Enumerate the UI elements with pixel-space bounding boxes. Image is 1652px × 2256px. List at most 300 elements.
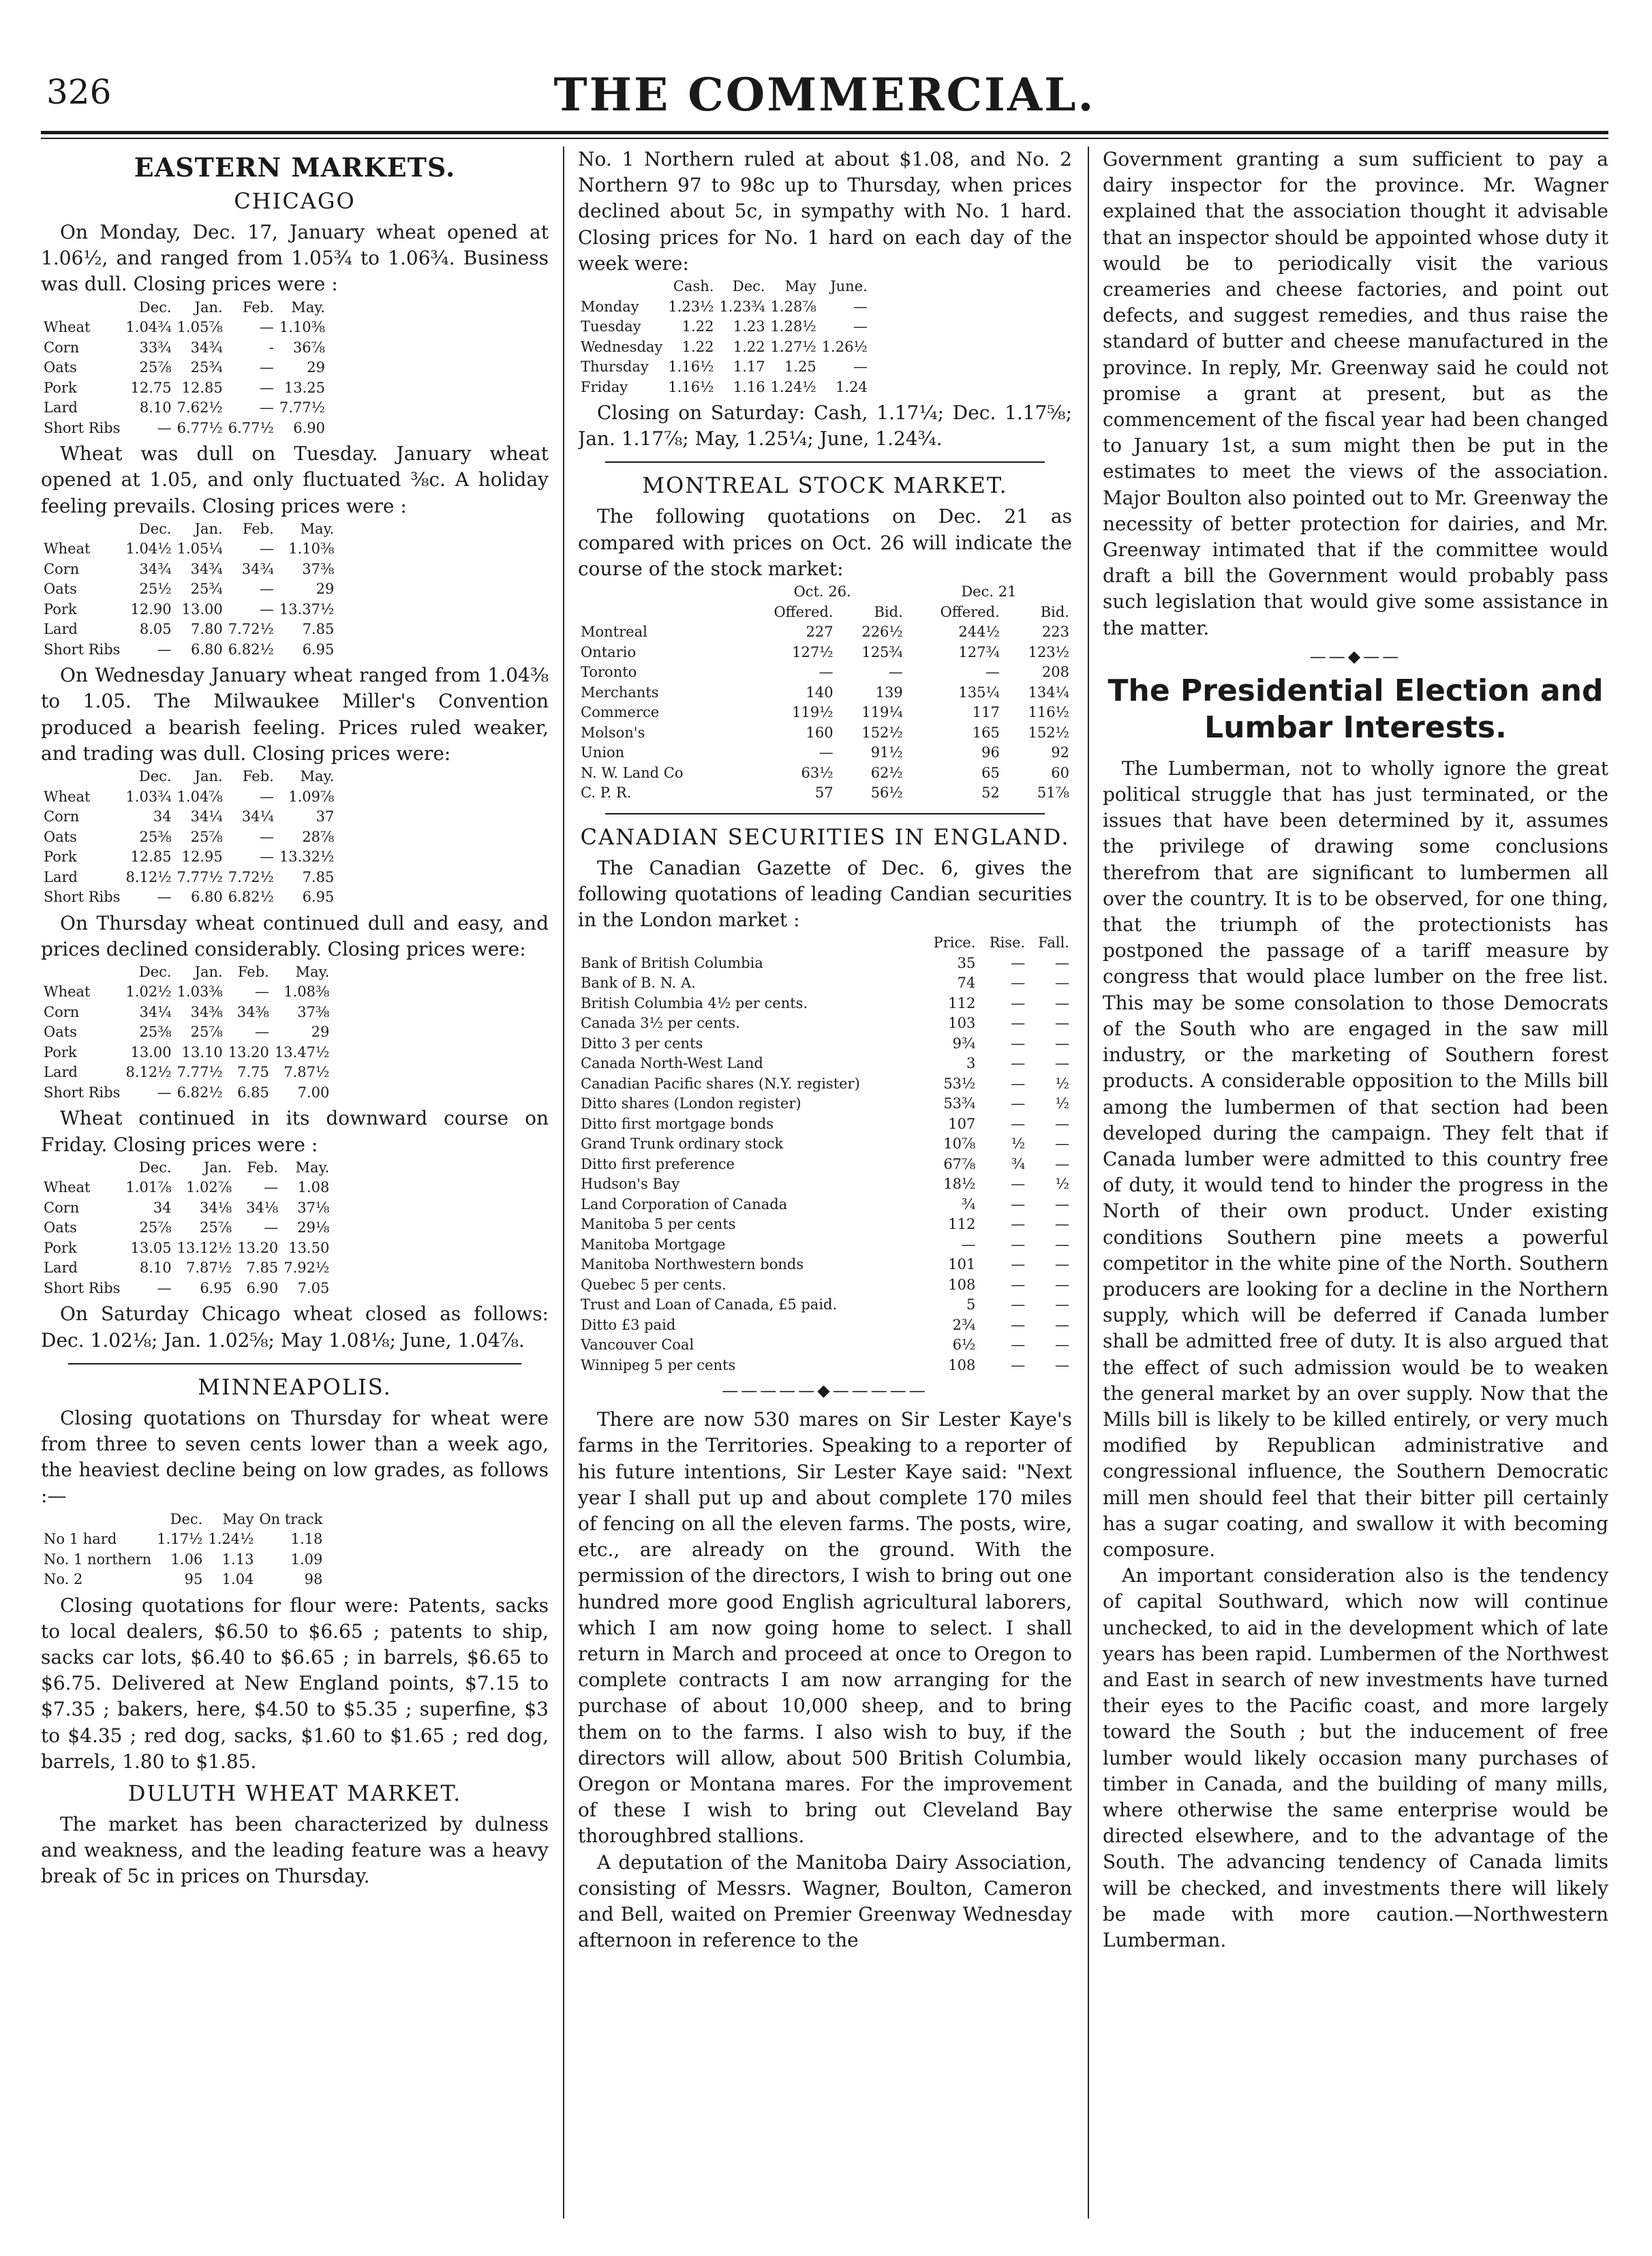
paragraph: On Saturday Chicago wheat closed as follows: Dec. 1.02⅛; Jan. 1.02⅝; May 1.08⅛; June, 1.04⅞. xyxy=(41,1302,549,1352)
table-cell: 1.16 xyxy=(733,378,765,395)
row-label: Oats xyxy=(44,1024,77,1041)
table-row xyxy=(41,640,337,660)
column-3 xyxy=(1103,147,1608,2225)
table-cell: — xyxy=(1055,1216,1069,1233)
table-cell: — xyxy=(1011,1276,1026,1293)
table-cell: — xyxy=(1055,1015,1069,1032)
table-cell: 13.00 xyxy=(181,600,223,618)
table-cell: 8.10 xyxy=(139,399,172,416)
table-cell: 103 xyxy=(948,1015,976,1032)
row-label: Ditto £3 paid xyxy=(581,1316,676,1333)
table-cell: 1.05¼ xyxy=(177,540,223,558)
paragraph: Wheat continued in its downward course on Friday. Closing prices were : xyxy=(41,1107,549,1156)
table-cell: 123½ xyxy=(1028,643,1069,660)
table-cell: — xyxy=(1011,1236,1026,1253)
table-cell: 92 xyxy=(1051,744,1069,761)
row-label: Short Ribs xyxy=(44,1084,121,1101)
table-cell: 6.82½ xyxy=(228,889,274,906)
price-table xyxy=(578,277,870,397)
table-row xyxy=(41,600,337,620)
paragraph: No. 1 Northern ruled at about $1.08, and No. 2 Northern 97 to 98c up to Thursday, when prices declined about 5c, in sympathy with No. 1 hard. Closing prices for No. 1 hard on each day of the week were: xyxy=(578,148,1072,275)
table-cell: — xyxy=(254,984,269,1001)
table-cell: 12.90 xyxy=(130,600,172,618)
table-cell: 34⅜ xyxy=(236,1003,269,1020)
row-label: Winnipeg 5 per cents xyxy=(581,1356,736,1373)
table-cell: 208 xyxy=(1041,664,1069,681)
table-cell: 1.17 xyxy=(733,359,765,376)
table-cell: 34 xyxy=(153,808,172,825)
table-cell: 1.28⅞ xyxy=(770,298,816,315)
table-row xyxy=(578,337,870,358)
table-group-header xyxy=(578,582,1072,603)
table-cell: 1.02⅞ xyxy=(185,1179,232,1196)
table-cell: 25⅜ xyxy=(139,828,172,845)
table-cell: 1.18 xyxy=(290,1531,323,1548)
table-cell: — xyxy=(259,359,274,376)
table-row xyxy=(578,378,870,398)
price-table xyxy=(41,519,337,660)
table-cell: 29⅛ xyxy=(297,1219,330,1236)
row-label: Wednesday xyxy=(581,338,663,355)
table-row xyxy=(578,297,870,318)
table-row xyxy=(41,1178,332,1198)
column-header: Jan. xyxy=(194,768,223,785)
table-cell: — xyxy=(1055,954,1069,971)
table-cell: 7.87½ xyxy=(284,1064,330,1081)
table-cell: 1.13 xyxy=(221,1551,254,1568)
table-cell: 5 xyxy=(966,1296,976,1313)
table-cell: 13.32½ xyxy=(279,849,335,866)
table-cell: 25⅞ xyxy=(200,1219,232,1236)
row-label: Short Ribs xyxy=(44,419,121,436)
table-cell: 7.77½ xyxy=(177,1064,223,1081)
table-cell: — xyxy=(1011,1216,1026,1233)
table-cell: — xyxy=(853,298,868,315)
table-row xyxy=(578,1013,1072,1034)
table-cell: — xyxy=(259,788,274,805)
header-rule xyxy=(41,131,1608,134)
table-cell: 7.77½ xyxy=(279,399,325,416)
table-header-row xyxy=(41,962,332,983)
table-cell: — xyxy=(1055,1055,1069,1072)
table-row xyxy=(578,723,1072,744)
table-cell: 1.04 xyxy=(221,1571,254,1588)
column-header: Dec. xyxy=(138,768,172,785)
table-cell: 7.72½ xyxy=(228,621,274,638)
table-cell: 1.10⅜ xyxy=(279,319,325,336)
table-cell: 10⅞ xyxy=(943,1135,976,1153)
table-cell: 112 xyxy=(948,994,976,1011)
table-row xyxy=(578,1235,1072,1255)
section-rule xyxy=(605,461,1045,463)
subsection-title: CANADIAN SECURITIES IN ENGLAND. xyxy=(580,823,1070,850)
row-label: Tuesday xyxy=(581,318,641,335)
table-cell: 12.75 xyxy=(130,379,172,396)
table-row xyxy=(41,338,328,359)
table-cell: — xyxy=(1011,1296,1026,1313)
table-cell: 108 xyxy=(948,1356,976,1373)
column-header: Offered. xyxy=(774,603,833,620)
table-cell: 25¾ xyxy=(190,359,223,376)
column-header: Dec. xyxy=(138,299,172,316)
table-cell: — xyxy=(1011,1176,1026,1193)
table-cell: 13.25 xyxy=(284,379,325,396)
table-cell: 13.10 xyxy=(181,1043,223,1061)
table-row xyxy=(41,807,337,827)
column-header: Rise. xyxy=(989,934,1026,951)
table-cell: 13.20 xyxy=(228,1043,269,1061)
row-label: Ontario xyxy=(581,643,637,660)
table-cell: — xyxy=(1055,1195,1069,1213)
table-cell: ½ xyxy=(1055,1176,1069,1193)
table-row xyxy=(578,1134,1072,1155)
row-label: Wheat xyxy=(44,788,91,805)
table-cell: 112 xyxy=(948,1216,976,1233)
table-row xyxy=(41,1570,325,1590)
table-cell: ½ xyxy=(1055,1075,1069,1092)
table-cell: 1.16½ xyxy=(668,378,714,395)
securities-table xyxy=(578,933,1072,1375)
table-cell: 1.24½ xyxy=(208,1531,254,1548)
table-cell: 36⅞ xyxy=(292,339,325,356)
table-row xyxy=(41,318,328,338)
table-cell: 33¾ xyxy=(139,339,172,356)
table-cell: 34¾ xyxy=(241,560,274,577)
table-row xyxy=(41,579,337,600)
paragraph: Wheat was dull on Tuesday. January wheat opened at 1.05, and only fluctuated ⅜c. A holiday feeling prevails. Closing prices were : xyxy=(41,442,549,517)
table-cell: 6.95 xyxy=(200,1279,232,1296)
row-label: Manitoba Mortgage xyxy=(581,1236,726,1253)
table-cell: 244½ xyxy=(958,624,1000,641)
row-label: Oats xyxy=(44,581,77,598)
table-row xyxy=(578,1034,1072,1054)
table-row xyxy=(578,1335,1072,1356)
column-2 xyxy=(578,147,1072,2225)
row-label: Short Ribs xyxy=(44,1279,121,1296)
price-table xyxy=(41,767,337,908)
table-cell: 34¼ xyxy=(241,808,274,825)
table-cell: — xyxy=(157,419,172,436)
table-cell: 152½ xyxy=(861,724,903,741)
table-row xyxy=(578,1155,1072,1175)
table-cell: 13.20 xyxy=(237,1239,279,1256)
table-cell: 91½ xyxy=(870,744,903,761)
row-label: Lard xyxy=(44,868,78,885)
table-cell: - xyxy=(269,339,274,356)
table-cell: 67⅞ xyxy=(943,1155,976,1172)
table-header-row xyxy=(578,277,870,297)
row-label: Short Ribs xyxy=(44,889,121,906)
table-cell: 13.50 xyxy=(288,1239,330,1256)
table-cell: — xyxy=(1011,1115,1026,1132)
row-label: Lard xyxy=(44,1260,78,1277)
row-label: Lard xyxy=(44,399,78,416)
table-cell: 35 xyxy=(957,954,976,971)
subsection-title: CHICAGO xyxy=(234,188,356,214)
paragraph: An important consideration also is the tendency of capital Southward, which now will continue unchecked, to aid in the development which of late years has been rapid. Lumbermen of the Northwest and East in search of new investments have turned their eyes to the Pacific coast, and more largely toward the South ; but the inducement of free lumber would likely occasion many purchases of timber in Canada, and the building of many mills, where otherwise the same enterprise would be directed elsewhere, and to the advantage of the South. The advancing tendency of Canada limits will be checked, and investments there will likely be made with more caution.—Northwestern Lumberman. xyxy=(1103,1564,1608,1951)
table-cell: — xyxy=(1055,994,1069,1011)
paragraph: Closing on Saturday: Cash, 1.17¼; Dec. 1.17⅝; Jan. 1.17⅞; May, 1.25¼; June, 1.24¾. xyxy=(578,401,1072,451)
column-header: Offered. xyxy=(940,603,1000,620)
column-header: Bid. xyxy=(1040,603,1069,620)
table-row xyxy=(578,743,1072,763)
column-header: Jan. xyxy=(194,520,223,537)
table-row xyxy=(41,378,328,399)
table-cell: 7.75 xyxy=(237,1064,269,1081)
table-cell: 6.82½ xyxy=(177,1084,223,1101)
table-cell: — xyxy=(259,600,274,618)
column-header: Fall. xyxy=(1038,934,1069,951)
table-cell: 127¾ xyxy=(958,643,1000,660)
column-header: Feb. xyxy=(242,299,274,316)
table-cell: 1.16½ xyxy=(668,359,714,376)
table-cell: 107 xyxy=(948,1115,976,1132)
row-label: Bank of B. N. A. xyxy=(581,975,696,992)
row-label: Wheat xyxy=(44,540,91,558)
table-cell: ½ xyxy=(1011,1135,1026,1153)
table-cell: 1.08⅜ xyxy=(284,984,330,1001)
table-cell: — xyxy=(259,828,274,845)
table-row xyxy=(41,1022,332,1043)
table-row xyxy=(578,1114,1072,1135)
table-row xyxy=(578,643,1072,663)
table-row xyxy=(41,1279,332,1299)
column-header xyxy=(578,603,739,623)
table-row xyxy=(41,358,328,378)
table-cell: 1.03¾ xyxy=(125,788,172,805)
table-cell: 12.85 xyxy=(130,849,172,866)
table-cell: — xyxy=(819,664,833,681)
row-label: Bank of British Columbia xyxy=(581,954,763,971)
table-cell: 62½ xyxy=(870,764,903,781)
row-label: Lard xyxy=(44,621,78,638)
column-header xyxy=(41,519,123,540)
table-header-row xyxy=(41,1158,332,1178)
table-row xyxy=(578,1094,1072,1114)
column-header: Feb. xyxy=(237,963,269,980)
row-label: Corn xyxy=(44,1199,80,1216)
table-row xyxy=(578,1275,1072,1296)
section-rule xyxy=(605,813,1045,814)
article-title: The Presidential Election and Lumbar Interests. xyxy=(1107,673,1604,745)
table-cell: 18½ xyxy=(943,1176,976,1193)
table-cell: 13.00 xyxy=(130,1043,172,1061)
table-header-row xyxy=(41,519,337,540)
table-cell: 28⅞ xyxy=(302,828,335,845)
table-cell: 108 xyxy=(948,1276,976,1293)
paragraph: Closing quotations for flour were: Patents, sacks to local dealers, $6.50 to $6.65 ; patents to ship, sacks car lots, $6.40 to $6.65 ; in barrels, $6.65 to $6.75. Delivered at New England points, $7.15 to $7.35 ; bakers, here, $4.50 to $5.35 ; superfine, $3 to $4.35 ; red dog, sacks, $1.60 to $1.65 ; red dog, barrels, 1.80 to $1.85. xyxy=(41,1594,549,1773)
row-label: Ditto first mortgage bonds xyxy=(581,1115,774,1132)
row-label: Canadian Pacific shares (N.Y. register) xyxy=(581,1075,860,1092)
row-label: Corn xyxy=(44,1003,80,1020)
column-header: Dec. xyxy=(138,963,172,980)
table-cell: 134¼ xyxy=(1028,684,1069,701)
row-label: Ditto 3 per cents xyxy=(581,1035,703,1052)
table-cell: 1.09 xyxy=(290,1551,323,1568)
column-header: May. xyxy=(295,1159,330,1176)
column-header: Dec. xyxy=(138,1159,172,1176)
column-header: Jan. xyxy=(194,299,223,316)
table-cell: 74 xyxy=(957,975,976,992)
table-cell: — xyxy=(1055,1115,1069,1132)
table-row xyxy=(41,847,337,868)
table-cell: — xyxy=(1011,1316,1026,1333)
row-label: Merchants xyxy=(581,684,659,701)
column-header: May. xyxy=(300,768,335,785)
table-cell: 34¼ xyxy=(190,808,223,825)
row-label: Ditto shares (London register) xyxy=(581,1095,801,1112)
table-cell: 12.95 xyxy=(181,849,223,866)
table-cell: — xyxy=(1055,1337,1069,1354)
table-cell: 6.95 xyxy=(302,641,335,658)
table-cell: — xyxy=(1055,1135,1069,1153)
column-header: May xyxy=(222,1510,254,1527)
table-cell: 7.72½ xyxy=(228,868,274,885)
row-label: Pork xyxy=(44,849,77,866)
table-cell: — xyxy=(1011,1337,1026,1354)
paragraph: Government granting a sum sufficient to pay a dairy inspector for the province. Mr. Wagner explained that the association thought it advisable that an inspector should be appointed whose duty it would be to periodically visit the various creameries and cheese factories, and point out defects, and suggest remedies, and thus raise the standard of butter and cheese manufactured in the province. In reply, Mr. Greenway said he could not promise a grant at present, but as the commencement of the fiscal year had been changed to January 1st, a sum might then be put in the estimates to meet the views of the association. Major Boulton also pointed out to Mr. Greenway the necessity of better protection for dairies, and Mr. Greenway intimated that if the committee would draft a bill the Government would probably pass such legislation that would give some assistance in the matter. xyxy=(1103,148,1608,639)
row-label: Oats xyxy=(44,359,77,376)
row-label: N. W. Land Co xyxy=(581,764,684,781)
table-cell: 13.05 xyxy=(130,1239,172,1256)
row-label: Short Ribs xyxy=(44,641,121,658)
group-header: Dec. 21 xyxy=(961,583,1017,600)
table-cell: 6.82½ xyxy=(228,641,274,658)
table-cell: 60 xyxy=(1051,764,1069,781)
row-label: No 1 hard xyxy=(44,1531,117,1548)
table-row xyxy=(578,954,1072,974)
table-cell: 7.85 xyxy=(302,621,335,638)
table-cell: 6.85 xyxy=(237,1084,269,1101)
table-row xyxy=(578,783,1072,804)
table-row xyxy=(41,1063,332,1083)
table-cell: — xyxy=(1055,1276,1069,1293)
price-table xyxy=(41,1158,332,1299)
table-cell: 8.10 xyxy=(139,1260,172,1277)
row-label: Corn xyxy=(44,560,80,577)
table-row xyxy=(41,1238,332,1259)
table-cell: 1.02½ xyxy=(125,984,172,1001)
table-cell: — xyxy=(1011,1356,1026,1373)
column-header xyxy=(41,1158,123,1178)
table-cell: 7.87½ xyxy=(185,1260,232,1277)
table-cell: — xyxy=(264,1179,279,1196)
table-cell: 25⅜ xyxy=(139,1024,172,1041)
table-row xyxy=(41,1043,332,1063)
table-cell: 7.05 xyxy=(297,1279,330,1296)
table-cell: 226½ xyxy=(861,624,903,641)
table-cell: 25⅞ xyxy=(139,359,172,376)
column-header: May. xyxy=(300,520,335,537)
table-cell: 1.22 xyxy=(733,338,765,355)
table-cell: 37⅛ xyxy=(297,1199,330,1216)
table-cell: — xyxy=(1055,1155,1069,1172)
table-cell: 6½ xyxy=(952,1337,976,1354)
table-cell: — xyxy=(157,1279,172,1296)
table-row xyxy=(578,683,1072,703)
row-label: Hudson's Bay xyxy=(581,1176,680,1193)
table-cell: 119¼ xyxy=(861,704,903,721)
table-cell: ¾ xyxy=(1011,1155,1026,1172)
table-cell: 51⅞ xyxy=(1037,784,1069,802)
table-cell: 1.23½ xyxy=(668,298,714,315)
table-cell: 1.26½ xyxy=(821,338,868,355)
table-cell: 1.27½ xyxy=(770,338,816,355)
table-cell: 1.23 xyxy=(733,318,765,335)
table-row xyxy=(578,1174,1072,1195)
table-cell: — xyxy=(888,664,903,681)
row-label: Monday xyxy=(581,298,639,315)
table-cell: — xyxy=(1011,1055,1026,1072)
paragraph: On Thursday wheat continued dull and easy, and prices declined considerably. Closing prices were: xyxy=(41,911,549,960)
table-row xyxy=(41,1258,332,1279)
table-cell: 1.24½ xyxy=(770,378,816,395)
column-header: Dec. xyxy=(732,278,765,295)
table-cell: — xyxy=(1011,1035,1026,1052)
paper-title: THE COMMERCIAL. xyxy=(553,68,1096,121)
table-cell: 6.80 xyxy=(190,889,223,906)
row-label: Molson's xyxy=(581,724,645,741)
table-cell: 1.22 xyxy=(682,318,714,335)
paragraph: On Wednesday January wheat ranged from 1.04⅜ to 1.05. The Milwaukee Miller's Convention produced a bearish feeling. Prices ruled weaker, and trading was dull. Closing prices were: xyxy=(41,664,549,765)
table-cell: 53¾ xyxy=(943,1095,976,1112)
table-cell: 7.92½ xyxy=(284,1260,330,1277)
row-label: Pork xyxy=(44,379,77,396)
table-row xyxy=(578,357,870,378)
table-cell: 7.85 xyxy=(246,1260,279,1277)
paragraph: Closing quotations on Thursday for wheat were from three to seven cents lower than a week ago, the heaviest decline being on low grades, as follows :— xyxy=(41,1406,549,1508)
column-header xyxy=(41,767,123,787)
table-cell: — xyxy=(819,744,833,761)
table-row xyxy=(578,1074,1072,1095)
table-cell: 9¾ xyxy=(952,1035,976,1052)
row-label: Pork xyxy=(44,1239,77,1256)
table-cell: 34¾ xyxy=(139,560,172,577)
table-cell: — xyxy=(157,889,172,906)
column-header: May. xyxy=(291,299,325,316)
table-cell: — xyxy=(1011,1075,1026,1092)
row-label: Commerce xyxy=(581,704,660,721)
table-cell: — xyxy=(1055,975,1069,992)
table-row xyxy=(578,973,1072,994)
table-cell: 34¼ xyxy=(139,1003,172,1020)
table-cell: 96 xyxy=(981,744,1000,761)
table-row xyxy=(41,1218,332,1238)
table-row xyxy=(578,994,1072,1014)
table-cell: — xyxy=(259,399,274,416)
table-cell: 1.22 xyxy=(682,338,714,355)
row-label: C. P. R. xyxy=(581,784,632,802)
column-header: May xyxy=(784,278,816,295)
table-cell: — xyxy=(157,641,172,658)
table-row xyxy=(41,418,328,439)
table-cell: 29 xyxy=(316,581,335,598)
table-cell: 37 xyxy=(316,808,335,825)
table-cell: — xyxy=(1055,1236,1069,1253)
table-cell: 1.03⅜ xyxy=(177,984,223,1001)
table-cell: 63½ xyxy=(801,764,833,781)
table-row xyxy=(578,662,1072,683)
table-cell: 65 xyxy=(981,764,1000,781)
table-cell: — xyxy=(1011,1195,1026,1213)
column-header xyxy=(578,277,665,297)
table-cell: 127½ xyxy=(792,643,833,660)
table-row xyxy=(41,1529,325,1550)
table-cell: — xyxy=(1055,1035,1069,1052)
table-cell: 37⅜ xyxy=(297,1003,330,1020)
table-cell: — xyxy=(259,379,274,396)
table-cell: 6.77½ xyxy=(177,419,223,436)
